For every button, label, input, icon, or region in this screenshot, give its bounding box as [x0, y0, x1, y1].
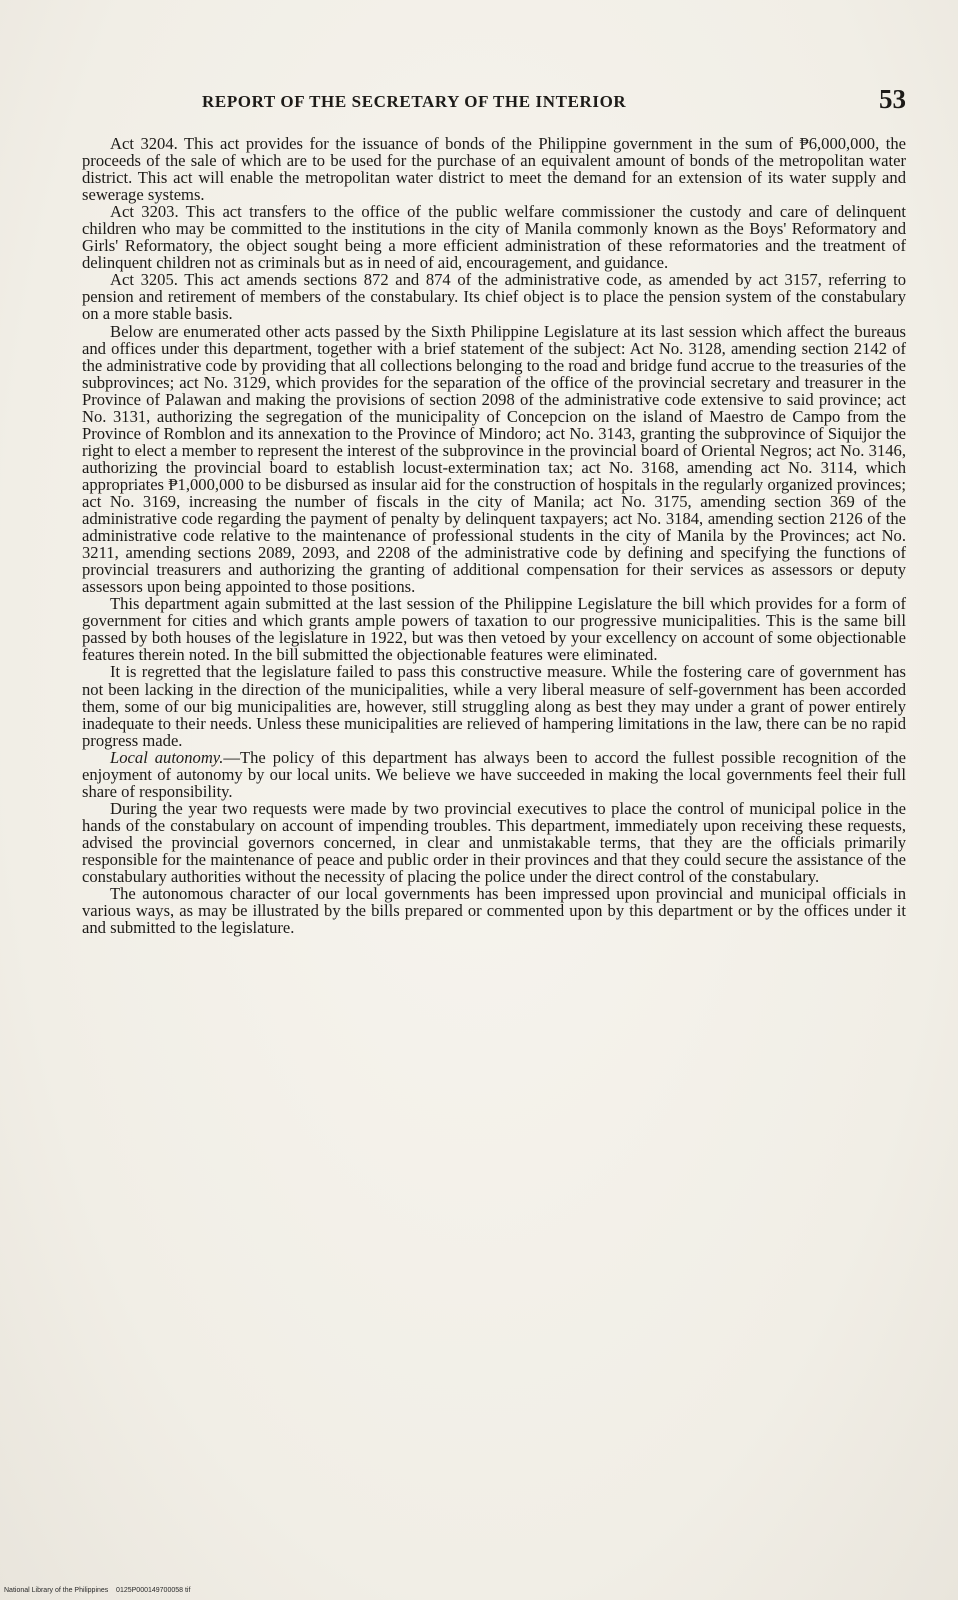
paragraph-autonomous-character: The autonomous character of our local governments has been impressed upon provincial and municipal officials in various ways, as may be illustrated by the bills prepared or commented upon by this department or by the offices under it and submitted to the legislature.	[82, 884, 906, 938]
running-head: REPORT OF THE SECRETARY OF THE INTERIOR	[202, 92, 627, 111]
scan-footer: National Library of the Philippines 0125P000149700058 tif	[4, 1587, 191, 1594]
paragraph-act-3205: Act 3205. This act amends sections 872 and 874 of the administrative code, as amended by act 3157, referring to pension and retirement of members of the constabulary. Its chief object is to place the pension system of the constabulary on a more stable basis.	[82, 270, 906, 324]
body-text	[82, 135, 906, 936]
paragraph-regret: It is regretted that the legislature failed to pass this constructive measure. While the fostering care of government has not been lacking in the direction of the municipalities, while a very liberal measure of self-government has been accorded them, some of our big municipalities are, however, still struggling along as best they may under a grant of power entirely inadequate to their needs. Unless these municipalities are relieved of hampering limitations in the law, there can be no rapid progress made.	[82, 662, 906, 750]
paragraph-city-bill: This department again submitted at the last session of the Philippine Legislature the bill which provides for a form of government for cities and which grants ample powers of taxation to our progressive municipalities. This is the same bill passed by both houses of the legislature in 1922, but was then vetoed by your excellency on account of some objectionable features therein noted. In the bill submitted the objectionable features were eliminated.	[82, 594, 906, 665]
paragraph-local-autonomy	[82, 749, 906, 800]
paragraph-act-3204: Act 3204. This act provides for the issuance of bonds of the Philippine government in the sum of ₱6,000,000, the proceeds of the sale of which are to be used for the purchase of an equivalent amount of bonds of the metropolitan water district. This act will enable the metropolitan water district to meet the demand for an extension of its water supply and sewerage systems.	[82, 134, 906, 205]
local-autonomy-heading: Local autonomy.	[110, 747, 224, 767]
paragraph-police-requests: During the year two requests were made by two provincial executives to place the control of municipal police in the hands of the constabulary on account of impending troubles. This department, immediately upon receiving these requests, advised the provincial governors concerned, in clear and unmistakable terms, that they are the officials primarily responsible for the maintenance of peace and public order in their provinces and that they could secure the assistance of the constabulary authorities without the necessity of placing the police under the direct control of the constabulary.	[82, 798, 906, 887]
page-header	[82, 86, 906, 122]
page-number: 53	[879, 84, 906, 114]
paragraph-act-3203: Act 3203. This act transfers to the office of the public welfare commissioner the custody and care of delinquent children who may be committed to the institutions in the city of Manila commonly known as the Boys' Reformatory and Girls' Reformatory, the object sought being a more efficient administration of these reformatories and the treatment of delinquent children not as criminals but as in need of aid, encouragement, and guidance.	[82, 202, 906, 273]
paragraph-other-acts: Below are enumerated other acts passed by the Sixth Philippine Legislature at its last session which affect the bureaus and offices under this department, together with a brief statement of the subject: Act No. 3128, amending section 2142 of the administrative code by providing that all collections belonging to the road and bridge fund accrue to the treasuries of the subprovinces; act No. 3129, which provides for the separation of the office of the provincial secretary and treasurer in the Province of Palawan and making the provisions of section 2098 of the administrative code extensive to said province; act No. 3131, authorizing the segregation of the municipality of Concepcion on the island of Maestro de Campo from the Province of Romblon and its annexation to the Province of Mindoro; act No. 3143, granting the subprovince of Siquijor the right to elect a member to represent the interest of the subprovince in the provincial board of Oriental Negros; act No. 3146, authorizing the provincial board to establish locust-extermination tax; act No. 3168, amending act No. 3114, which appropriates ₱1,000,000 to be disbursed as insular aid for the construction of hospitals in the regularly organized provinces; act No. 3169, increasing the number of fiscals in the city of Manila; act No. 3175, amending section 369 of the administrative code regarding the payment of penalty by delinquent taxpayers; act No. 3184, amending section 2126 of the administrative code relative to the maintenance of professional students in the city of Manila by the Provinces; act No. 3211, amending sections 2089, 2093, and 2208 of the administrative code by defining and specifying the functions of provincial treasurers and authorizing the granting of additional compensation for their services as assessors or deputy assessors upon being appointed to those positions.	[82, 321, 906, 597]
local-autonomy-text: —The policy of this department has always been to accord the fullest possible recognition of the enjoyment of autonomy by our local units. We believe we have succeeded in making the local governments feel their full share of responsibility.	[82, 747, 907, 801]
